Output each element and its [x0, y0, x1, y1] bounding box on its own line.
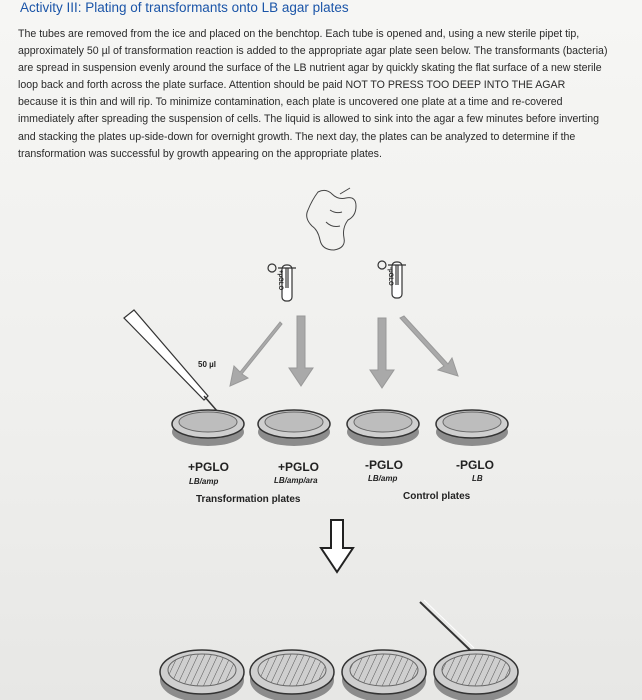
activity-title: Activity III: Plating of transformants onto LB agar plates: [20, 0, 349, 15]
plate-4-medium: LB: [472, 474, 483, 483]
spread-plate-1: [160, 650, 244, 700]
plate-2-name: +PGLO: [278, 460, 320, 474]
plate-4: [436, 410, 508, 446]
tube-label-plus: +pGLO: [277, 270, 283, 291]
plate-1-name: +PGLO: [188, 460, 230, 474]
plate-2: [258, 410, 330, 446]
volume-label: 50 µl: [198, 360, 216, 369]
down-arrow-icon: [321, 520, 353, 572]
transfer-arrows: [230, 316, 458, 388]
plate-3-name: -PGLO: [365, 458, 403, 472]
spread-plate-4: [434, 650, 518, 700]
hand-illustration: [307, 188, 356, 250]
transformation-plates-caption: Transformation plates: [196, 494, 301, 505]
spread-plate-2: [250, 650, 334, 700]
spread-plate-3: [342, 650, 426, 700]
tube-label-minus: -pGLO: [387, 267, 393, 286]
plate-4-name: -PGLO: [456, 458, 494, 472]
control-plates-caption: Control plates: [403, 491, 471, 502]
instructions-paragraph: The tubes are removed from the ice and placed on the benchtop. Each tube is opened and, using a new sterile pipet tip, approximately 50 µl of transformation reaction is added to the appropriate agar plate seen below. The transformants (bacteria) are spread in suspension evenly around the surface of the LB nutrient agar by quickly skating the flat surface of a new sterile loop back and forth across the plate surface. Attention should be paid NOT TO PRESS TOO DEEP INTO THE AGAR because it is thin and will rip. To minimize contamination, each plate is uncovered one plate at a time and re-covered immediately after spreading the suspension of cells. The liquid is allowed to sink into the agar a few minutes before inverting and stacking the plates up-side-down for overnight growth. The next day, the plates can be analyzed to determine if the transformation was successful by growth appearing on the appropriate plates.: [18, 28, 608, 160]
plate-3: [347, 410, 419, 446]
spreader-loop-illustration: [420, 600, 474, 650]
plate-3-medium: LB/amp: [368, 474, 398, 483]
plate-1: [172, 410, 244, 446]
plate-2-medium: LB/amp/ara: [274, 476, 318, 485]
plate-1-medium: LB/amp: [189, 477, 219, 486]
